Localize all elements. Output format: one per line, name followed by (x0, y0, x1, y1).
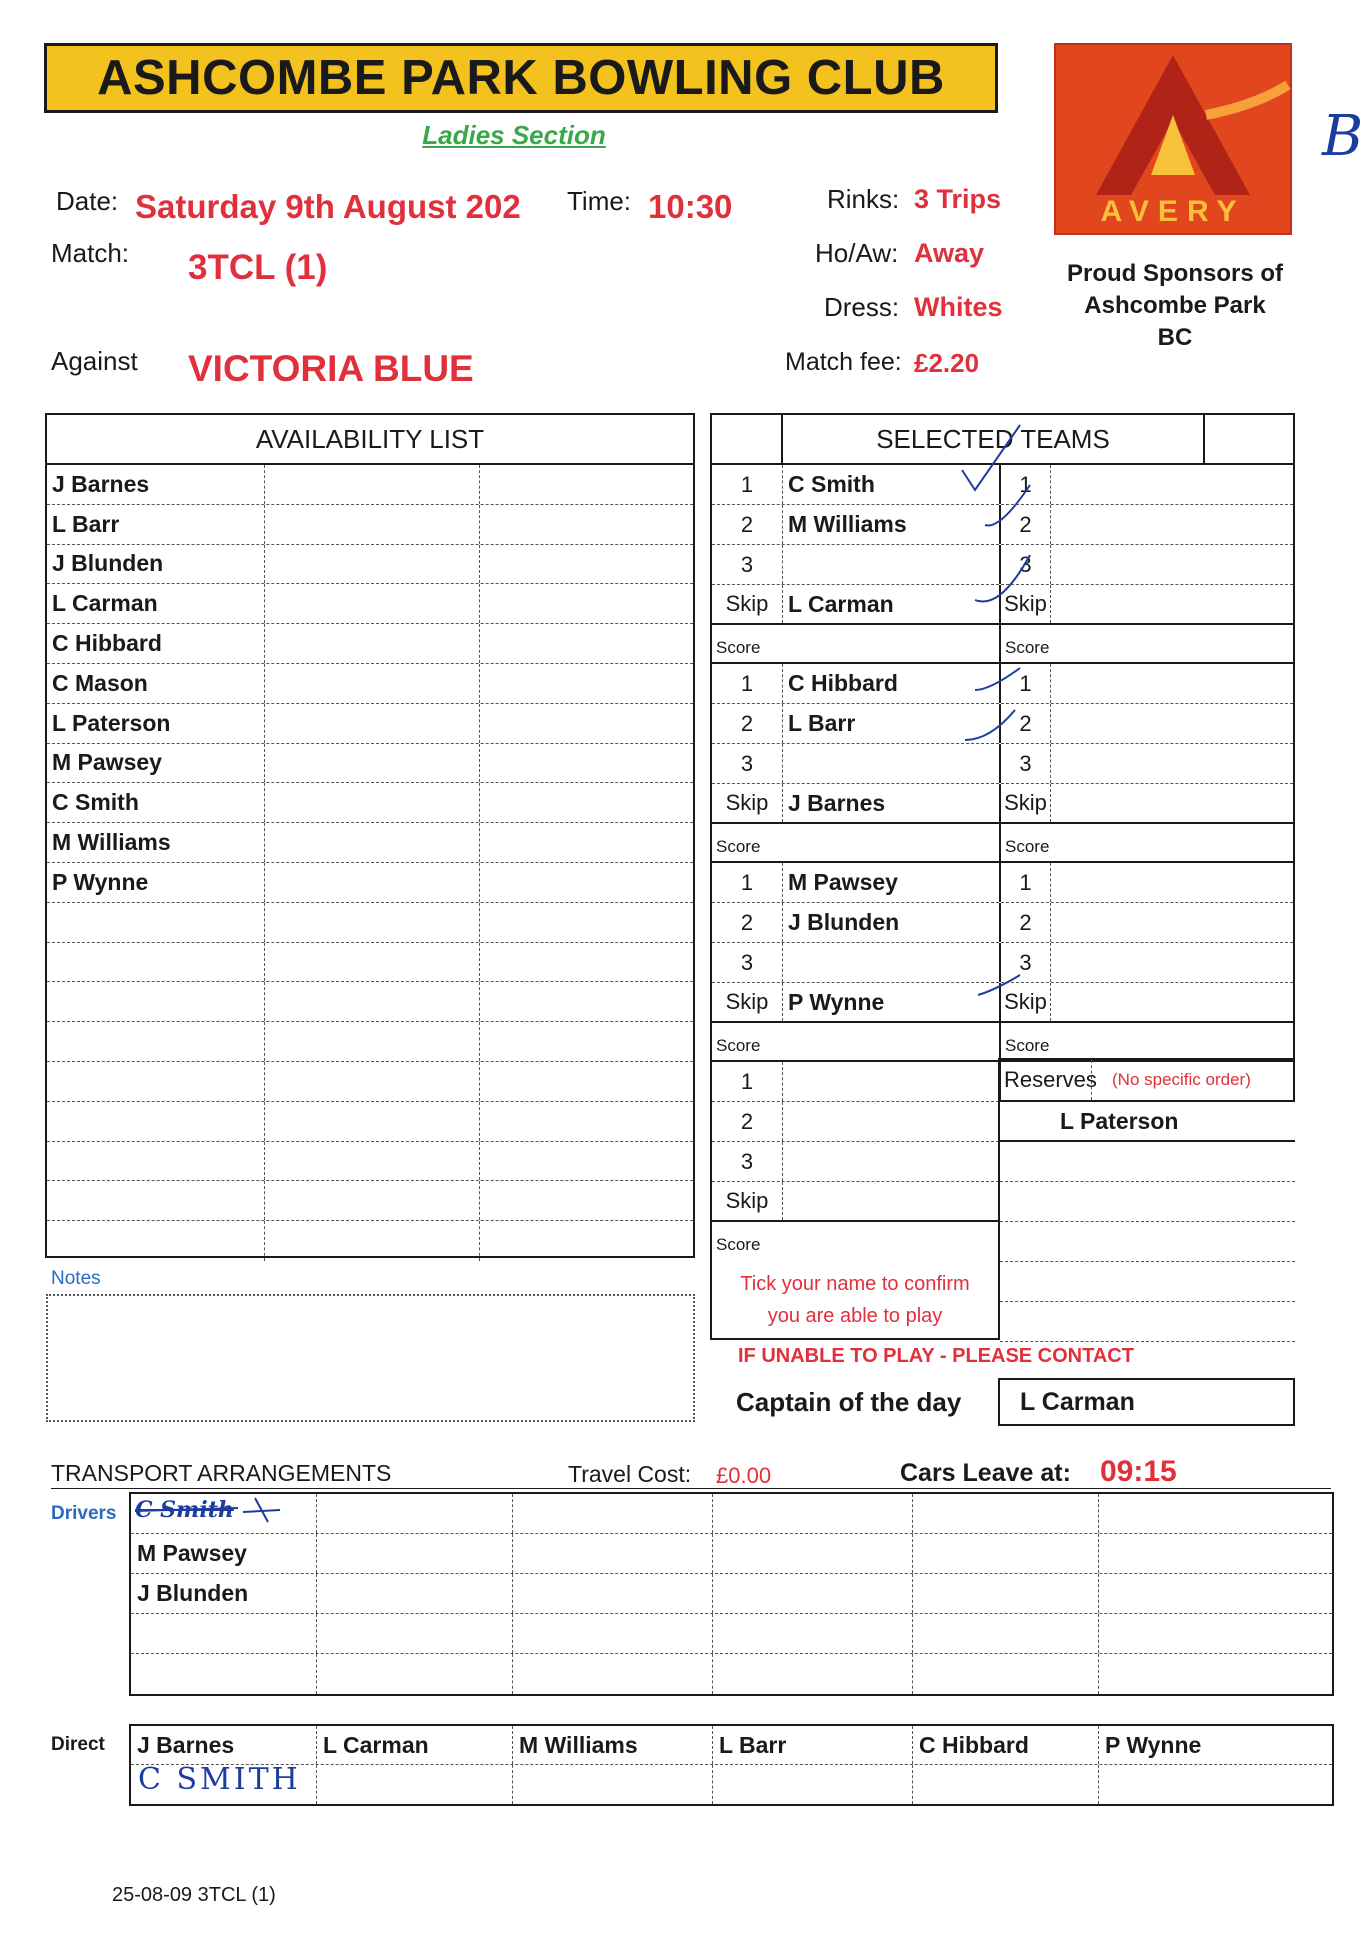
opponent-score-label: Score (1005, 1036, 1050, 1055)
notes-label: Notes (51, 1268, 101, 1289)
opponent-position-label: 1 (1001, 465, 1051, 504)
direct-cell[interactable]: L Barr (713, 1726, 913, 1764)
rink-position-label: Skip (712, 784, 783, 822)
opponent-score-label: Score (1005, 638, 1050, 657)
rink-player-name[interactable]: P Wynne (783, 983, 1001, 1021)
dress-label: Dress: (824, 292, 900, 322)
match-value: 3TCL (1) (188, 248, 328, 287)
cars-leave-label: Cars Leave at: (900, 1459, 1071, 1487)
availability-name: M Williams (47, 823, 265, 862)
rink-player-name[interactable]: L Barr (783, 704, 1001, 743)
score-label: Score (712, 625, 1001, 662)
rink-position-label: Skip (712, 585, 783, 623)
tick-icon (978, 975, 1020, 995)
opponent-position-label: 3 (1001, 744, 1051, 783)
captain-label: Captain of the day (736, 1387, 962, 1417)
transport-heading: TRANSPORT ARRANGEMENTS (51, 1460, 392, 1486)
drivers-label: Drivers (51, 1503, 117, 1524)
direct-cell[interactable]: P Wynne (1105, 1731, 1202, 1758)
opponent-score-label: Score (1005, 837, 1050, 856)
date-label: Date: (56, 186, 119, 216)
opponent-position-label: 2 (1001, 903, 1051, 942)
rinks-label: Rinks: (827, 184, 900, 214)
score-label: Score (712, 1222, 1001, 1259)
sponsor-line-1: Proud Sponsors of (1067, 260, 1283, 287)
handwritten-b: B (1322, 104, 1364, 169)
direct-cell[interactable]: L Carman (317, 1726, 513, 1764)
reserves-note: (No specific order) (1112, 1070, 1251, 1089)
travel-cost-value: £0.00 (716, 1463, 772, 1488)
confirm-line-2: you are able to play (767, 1305, 943, 1327)
sponsor-line-2: Ashcombe Park (1084, 292, 1266, 319)
opponent-position-label: Skip (1001, 983, 1051, 1021)
rink-position-label: 1 (712, 664, 783, 703)
opponent-position-label: 3 (1001, 943, 1051, 982)
rink-position-label: 2 (712, 704, 783, 743)
footer-code: 25-08-09 3TCL (1) (112, 1884, 276, 1906)
rink-position-label: 2 (712, 505, 783, 544)
captain-value: L Carman (1020, 1387, 1135, 1416)
driver-name[interactable]: J Blunden (131, 1574, 317, 1613)
availability-name: L Barr (47, 505, 265, 544)
rink-position-label: 3 (712, 744, 783, 783)
date-value: Saturday 9th August 202 (135, 188, 521, 225)
availability-name: C Mason (47, 664, 265, 703)
contact-note: IF UNABLE TO PLAY - PLEASE CONTACT (738, 1345, 1134, 1367)
cars-leave-value: 09:15 (1100, 1455, 1177, 1488)
club-title: ASHCOMBE PARK BOWLING CLUB (44, 43, 998, 113)
availability-name: C Hibbard (47, 624, 265, 663)
rink-player-name[interactable]: M Williams (783, 505, 1001, 544)
rink-position-label: 2 (712, 1102, 783, 1141)
direct-handwritten-name: C SMITH (138, 1762, 301, 1797)
tick-icon (975, 555, 1030, 602)
availability-name: P Wynne (47, 863, 265, 902)
reserve-row[interactable]: L Paterson (1000, 1102, 1295, 1142)
confirm-line-1: Tick your name to confirm (740, 1273, 970, 1295)
rink-position-label: Skip (712, 1182, 783, 1220)
availability-name: M Pawsey (47, 744, 265, 783)
rink-position-label: 1 (712, 1062, 783, 1101)
availability-name: J Blunden (47, 545, 265, 584)
time-value: 10:30 (648, 188, 733, 225)
rinks-value: 3 Trips (914, 184, 1002, 214)
rink-position-label: 3 (712, 545, 783, 584)
opponent-position-label: 2 (1001, 505, 1051, 544)
direct-label: Direct (51, 1734, 105, 1755)
opponent-position-label: 2 (1001, 704, 1051, 743)
sponsor-line-3: BC (1157, 324, 1193, 351)
logo-text: AVERY (1100, 195, 1246, 228)
rink-player-name[interactable]: C Smith (783, 465, 1001, 504)
selected-teams-heading: SELECTED TEAMS (783, 415, 1205, 463)
home-away-value: Away (914, 238, 985, 268)
rink-player-name[interactable]: J Blunden (783, 903, 1001, 942)
direct-cell[interactable]: C Hibbard (913, 1726, 1099, 1764)
rink-player-name[interactable]: J Barnes (783, 784, 1001, 822)
tick-icon (962, 425, 1020, 490)
direct-cell[interactable]: J Barnes (131, 1726, 317, 1764)
section-subtitle: Ladies Section (422, 120, 606, 150)
rink-position-label: 2 (712, 903, 783, 942)
home-away-label: Ho/Aw: (815, 238, 899, 268)
opponent-position-label: 1 (1001, 664, 1051, 703)
tick-icon (975, 668, 1020, 690)
cross-out-mark (243, 1498, 280, 1522)
time-label: Time: (567, 186, 632, 216)
availability-name: L Carman (47, 584, 265, 623)
tick-icon (985, 485, 1030, 526)
against-label: Against (51, 346, 138, 376)
rink-position-label: 1 (712, 863, 783, 902)
availability-heading: AVAILABILITY LIST (47, 415, 693, 465)
opponent-position-label: 3 (1001, 545, 1051, 584)
availability-name: J Barnes (47, 465, 265, 504)
match-label: Match: (51, 238, 130, 268)
fee-label: Match fee: (785, 348, 902, 376)
opponent-position-label: Skip (1001, 585, 1051, 623)
rink-position-label: 3 (712, 943, 783, 982)
reserves-label: Reserves (1000, 1060, 1092, 1100)
rink-player-name[interactable]: C Hibbard (783, 664, 1001, 703)
score-label: Score (712, 1023, 1001, 1060)
opponent-position-label: 1 (1001, 863, 1051, 902)
rink-position-label: 3 (712, 1142, 783, 1181)
availability-name: C Smith (47, 783, 265, 822)
direct-cell[interactable]: M Williams (513, 1726, 713, 1764)
opponent-position-label: Skip (1001, 784, 1051, 822)
driver-name[interactable]: M Pawsey (131, 1534, 317, 1573)
travel-cost-label: Travel Cost: (568, 1461, 692, 1487)
rink-player-name[interactable]: M Pawsey (783, 863, 1001, 902)
availability-name: L Paterson (47, 704, 265, 743)
dress-value: Whites (914, 292, 1003, 322)
against-value: VICTORIA BLUE (188, 348, 474, 389)
fee-value: £2.20 (914, 348, 980, 378)
crossed-out-driver: C Smith (135, 1497, 234, 1523)
score-label: Score (712, 824, 1001, 861)
rink-position-label: Skip (712, 983, 783, 1021)
rink-position-label: 1 (712, 465, 783, 504)
tick-icon (965, 710, 1015, 740)
rink-player-name[interactable]: L Carman (783, 585, 1001, 623)
